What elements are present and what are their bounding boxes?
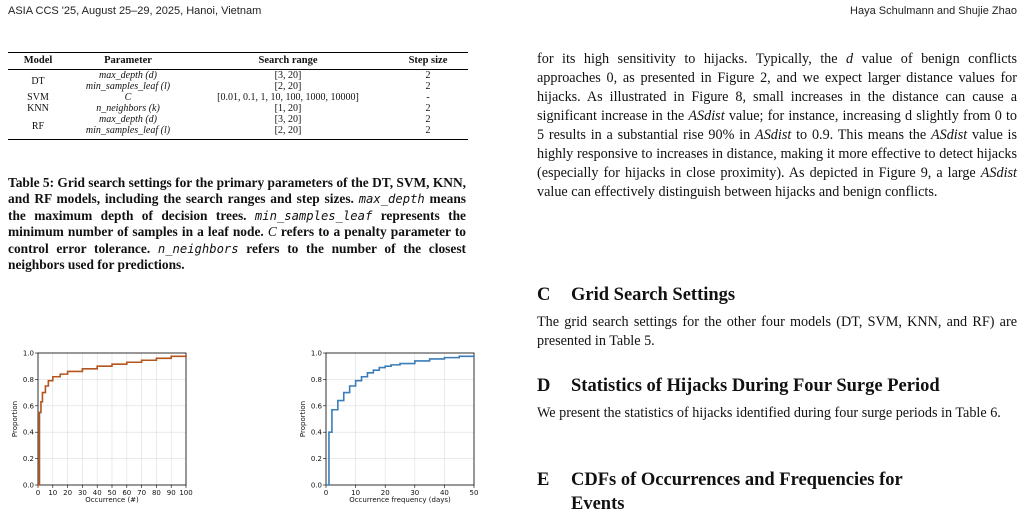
- table-row: [8, 125, 468, 140]
- x-tick-label: 40: [439, 489, 449, 497]
- cell-param: max_depth (d): [98, 114, 158, 125]
- section-number: E: [537, 470, 550, 490]
- caption-part: represents the minimum number of samples in a leaf node.: [8, 207, 466, 240]
- y-tick-label: 0.0: [310, 481, 322, 490]
- text-run: value of benign conflicts approaches 0, as presented in Figure 2, and we expect larger distance values for hijacks. As illustrated in Figure 8, small increases in the distance can cause a significant increase in the: [537, 51, 1018, 124]
- grid-search-table: [8, 52, 468, 140]
- cell-range: [0.01, 0.1, 1, 10, 100, 1000, 10000]: [217, 92, 359, 103]
- y-tick-label: 0.6: [22, 402, 34, 411]
- table-row: [8, 114, 468, 125]
- y-tick-label: 1.0: [22, 349, 34, 358]
- text-var: ASdist: [755, 127, 792, 143]
- cell-model: RF: [31, 121, 45, 132]
- cell-range: [2, 20]: [274, 125, 302, 136]
- x-tick-label: 30: [410, 489, 420, 497]
- running-header-right: Haya Schulmann and Shujie Zhao: [850, 5, 1017, 17]
- cell-model: KNN: [27, 103, 49, 114]
- section-title: Statistics of Hijacks During Four Surge Period: [571, 376, 940, 396]
- caption-term: max_depth: [358, 192, 425, 207]
- section-heading-c: [537, 285, 735, 306]
- caption-term: C: [267, 224, 277, 240]
- table-row: [8, 92, 468, 103]
- text-var: ASdist: [980, 165, 1017, 181]
- x-tick-label: 90: [166, 489, 176, 497]
- y-tick-label: 0.4: [310, 428, 322, 437]
- x-tick-label: 50: [107, 489, 117, 497]
- col-header-search-range: Search range: [188, 53, 388, 70]
- body-paragraph-1: [537, 50, 1017, 202]
- text-run: value; for instance, increasing d slightly from 0 to 5 results in a substantial rise 90% in: [537, 108, 1018, 143]
- x-tick-label: 40: [92, 489, 102, 497]
- x-tick-label: 100: [179, 489, 193, 497]
- cell-range: [3, 20]: [274, 114, 302, 125]
- table-caption: [8, 175, 466, 273]
- col-header-step-size: Step size: [388, 53, 468, 70]
- cdf-series-line: [326, 356, 474, 485]
- cell-step: 2: [425, 125, 431, 136]
- cdf-occurrence-chart: [8, 345, 193, 505]
- table-header-row: [8, 53, 468, 70]
- caption-part: refers to the number of the closest neighbors used for predictions.: [8, 240, 466, 273]
- table-row: [8, 70, 468, 82]
- table-row: [8, 81, 468, 92]
- cell-step: 2: [425, 103, 431, 114]
- section-title: CDFs of Occurrences and Frequencies for: [571, 470, 903, 490]
- cell-step: 2: [425, 81, 431, 92]
- section-heading-e: [537, 468, 903, 516]
- caption-term: n_neighbors: [157, 241, 239, 256]
- x-tick-label: 10: [351, 489, 361, 497]
- text-var: ASdist: [930, 127, 968, 143]
- x-tick-label: 20: [63, 489, 73, 497]
- running-header-left: ASIA CCS '25, August 25–29, 2025, Hanoi, Vietnam: [8, 5, 262, 17]
- cdf-frequency-chart: [296, 345, 479, 505]
- caption-part: Table 5: Grid search settings for the primary parameters of the DT, SVM, KNN, and RF models, including the search ranges and step sizes.: [8, 175, 466, 207]
- y-tick-label: 0.0: [22, 481, 34, 490]
- cell-model: SVM: [27, 92, 49, 103]
- cell-range: [3, 20]: [274, 70, 302, 81]
- cell-param: min_samples_leaf (l): [85, 81, 171, 92]
- y-tick-label: 0.2: [22, 455, 34, 464]
- body-paragraph-2: The grid search settings for the other four models (DT, SVM, KNN, and RF) are presented in Table 5.: [537, 314, 1017, 349]
- x-tick-label: 0: [35, 489, 41, 497]
- cell-param: min_samples_leaf (l): [85, 125, 171, 136]
- section-number: D: [537, 376, 551, 396]
- y-axis-label: Proportion: [299, 400, 307, 438]
- table-row: [8, 103, 468, 114]
- x-tick-label: 30: [77, 489, 87, 497]
- text-var: d: [846, 51, 854, 67]
- x-tick-label: 50: [469, 489, 479, 497]
- text-run: for its high sensitivity to hijacks. Typically, the: [537, 51, 838, 67]
- y-axis-label: Proportion: [11, 400, 19, 438]
- x-tick-label: 0: [323, 489, 329, 497]
- x-tick-label: 10: [48, 489, 58, 497]
- plot-frame: [326, 353, 474, 485]
- y-tick-label: 0.2: [310, 455, 322, 464]
- x-axis-label: Occurrence (#): [85, 496, 139, 504]
- text-run: value is highly responsive to increases in distance, making it more effective to detect hijacks (especially for hijacks in close proximity). As depicted in Figure 9, a large: [537, 127, 1017, 181]
- caption-part: means the maximum depth of decision trees.: [8, 191, 466, 223]
- y-tick-label: 0.6: [310, 402, 322, 411]
- cell-param: n_neighbors (k): [96, 103, 160, 114]
- col-header-parameter: Parameter: [68, 53, 188, 70]
- y-tick-label: 0.8: [22, 375, 34, 384]
- section-heading-d: [537, 376, 940, 397]
- cell-param: C: [124, 92, 132, 103]
- cell-step: -: [426, 92, 430, 103]
- cell-step: 2: [425, 70, 431, 81]
- text-run: value can effectively distinguish between hijacks and benign conflicts.: [537, 184, 938, 200]
- x-tick-label: 80: [151, 489, 161, 497]
- cell-range: [2, 20]: [274, 81, 302, 92]
- section-title: Events: [571, 494, 625, 514]
- x-tick-label: 60: [122, 489, 132, 497]
- section-number: C: [537, 285, 551, 305]
- caption-part: refers to a penalty parameter to control error tolerance.: [8, 224, 466, 256]
- cell-param: max_depth (d): [98, 70, 158, 81]
- y-tick-label: 1.0: [310, 349, 322, 358]
- x-axis-label: Occurrence frequency (days): [349, 496, 451, 504]
- cell-step: 2: [425, 114, 431, 125]
- section-title: Grid Search Settings: [571, 285, 736, 305]
- y-tick-label: 0.4: [22, 428, 34, 437]
- text-var: ASdist: [688, 108, 725, 124]
- body-paragraph-3: We present the statistics of hijacks identified during four surge periods in Table 6.: [537, 405, 1001, 421]
- cell-range: [1, 20]: [274, 103, 302, 114]
- x-tick-label: 70: [137, 489, 147, 497]
- x-tick-label: 20: [380, 489, 390, 497]
- y-tick-label: 0.8: [310, 375, 322, 384]
- col-header-model: Model: [8, 53, 68, 70]
- caption-term: min_samples_leaf: [254, 208, 373, 223]
- cell-model: DT: [31, 75, 45, 87]
- text-run: to 0.9. This means the: [796, 127, 927, 143]
